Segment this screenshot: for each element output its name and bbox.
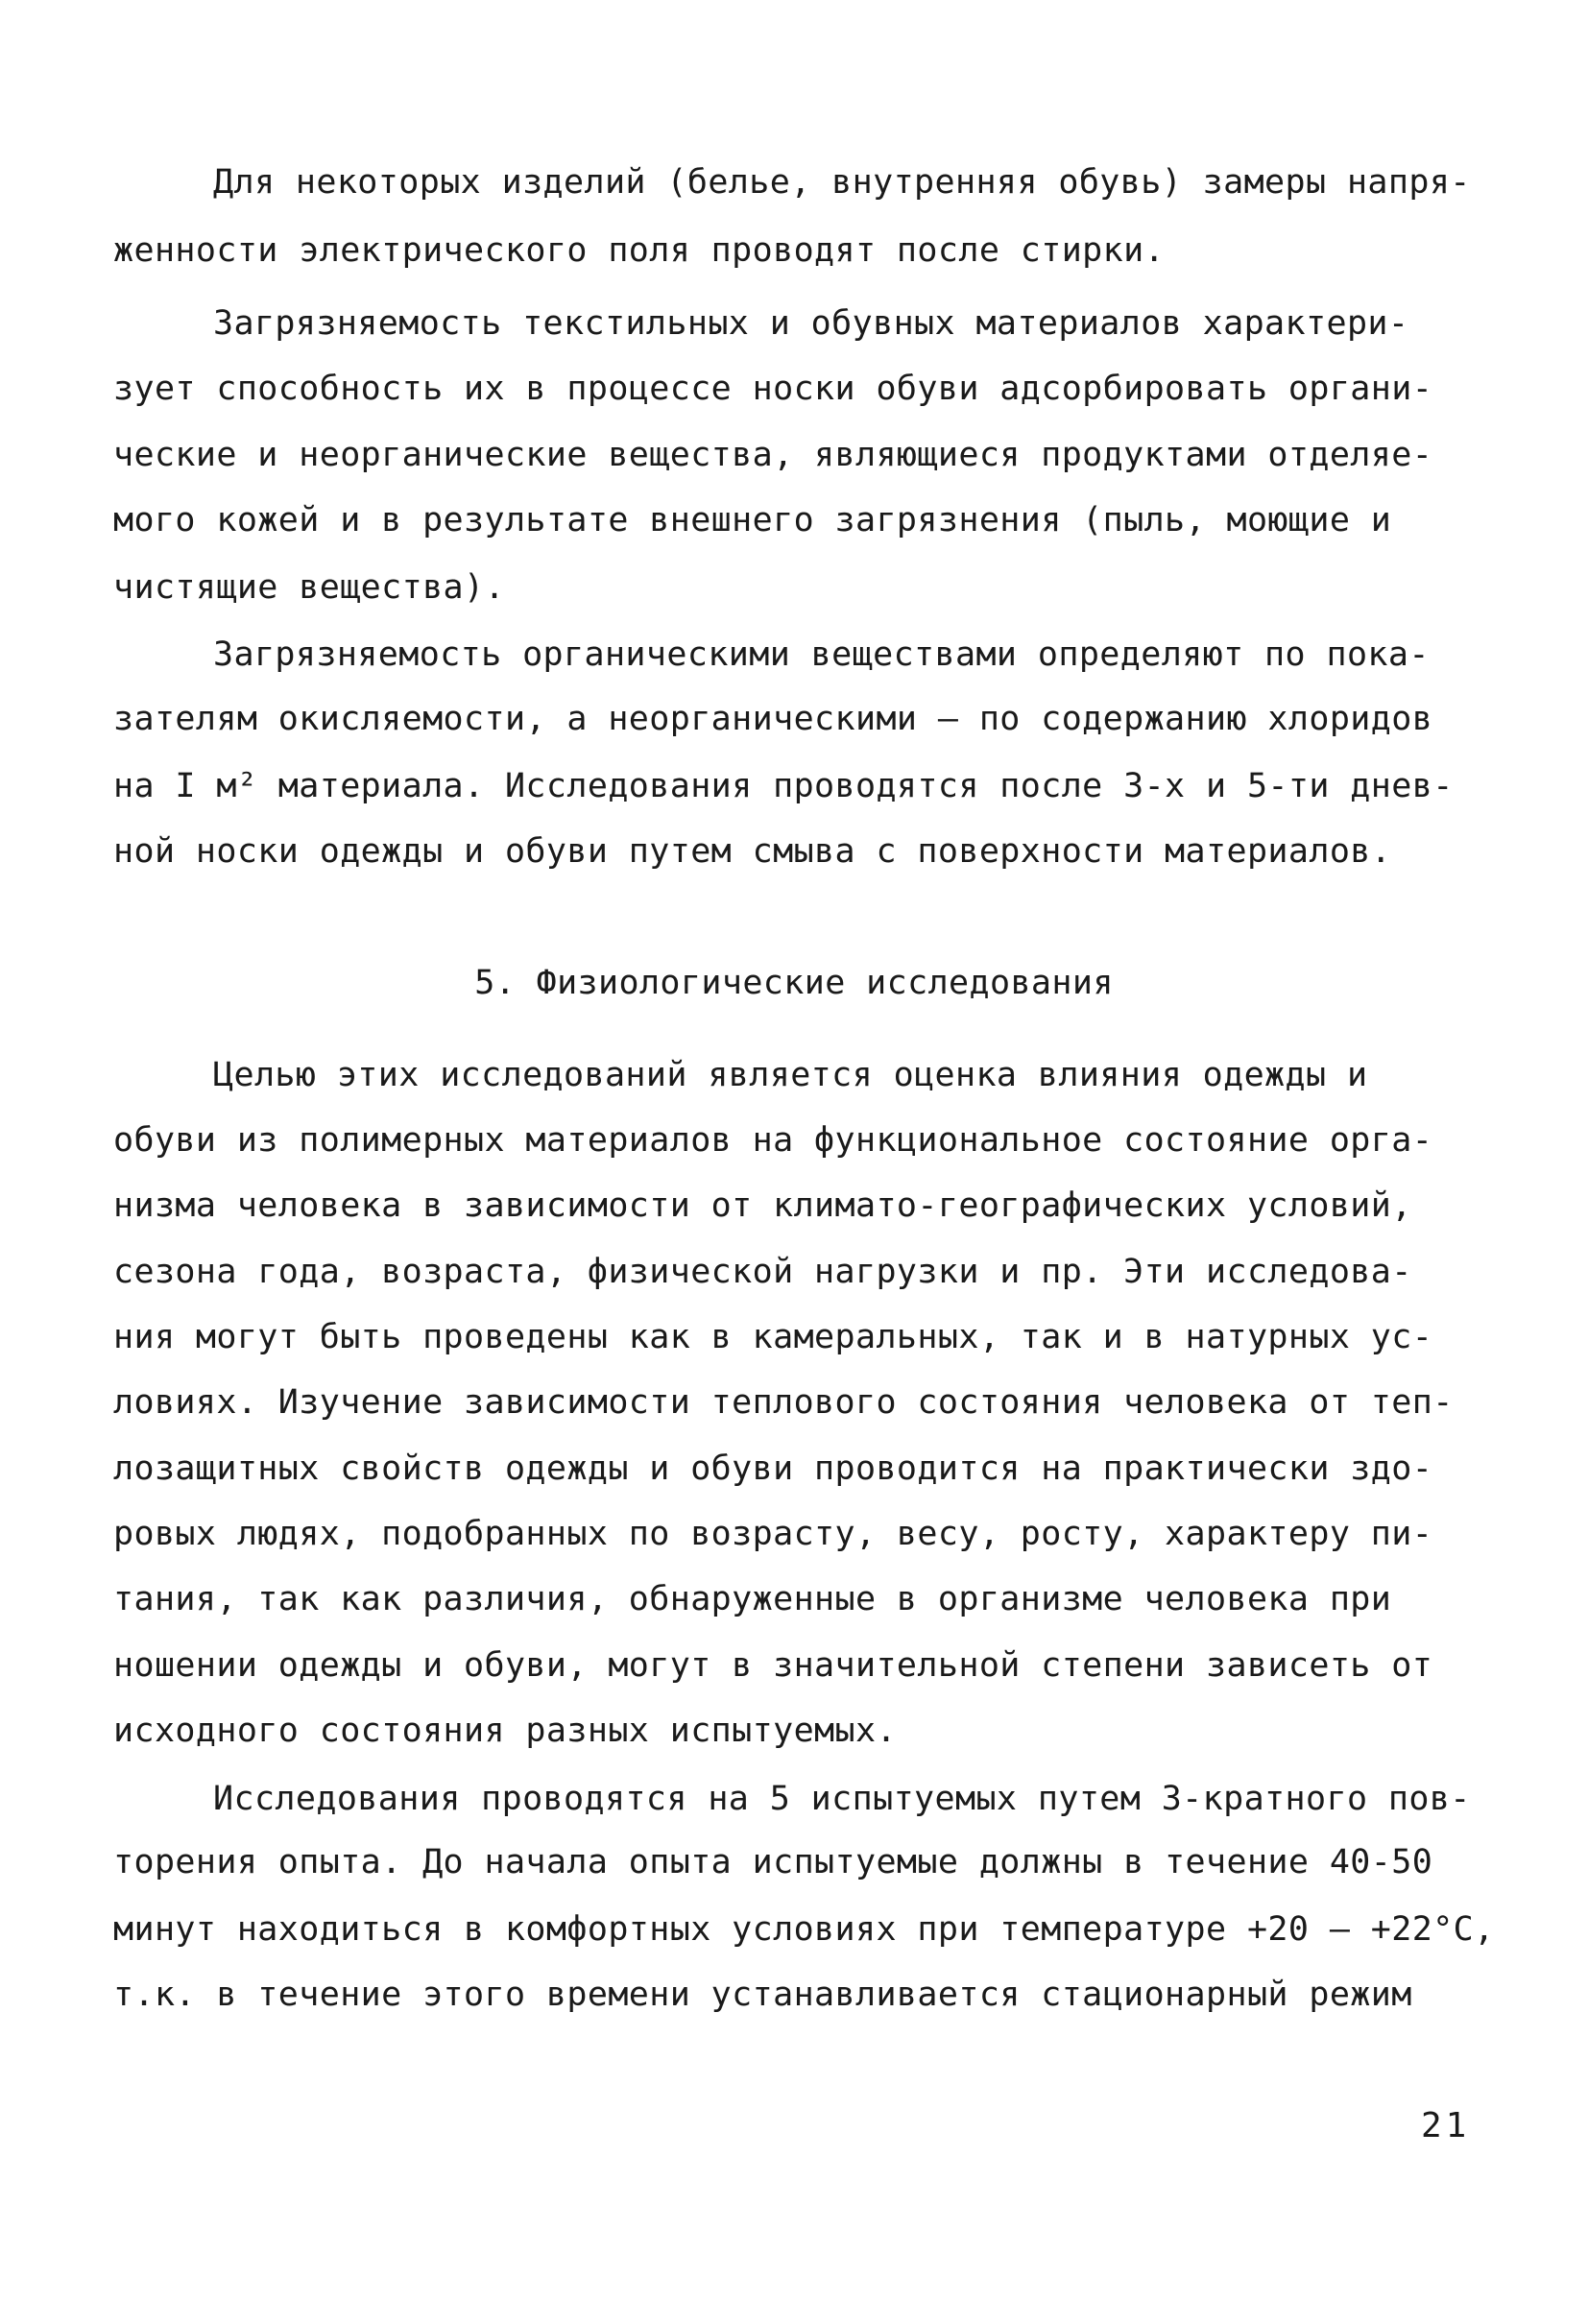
paragraph-4-line-1: Целью этих исследований является оценка влияния одежды и [213, 1056, 1368, 1094]
paragraph-3-line-3: на I м² материала. Исследования проводятся после 3-х и 5-ти днев- [113, 767, 1454, 805]
paragraph-1-line-1: Для некоторых изделий (белье, внутренняя обувь) замеры напря- [213, 163, 1471, 202]
paragraph-3-line-4: ной носки одежды и обуви путем смыва с поверхности материалов. [113, 832, 1392, 871]
paragraph-2-line-4: мого кожей и в результате внешнего загрязнения (пыль, моющие и [113, 501, 1392, 539]
paragraph-4-line-11: исходного состояния разных испытуемых. [113, 1712, 897, 1750]
paragraph-5-line-4: т.к. в течение этого времени устанавливается стационарный режим [113, 1976, 1412, 2014]
paragraph-2-line-3: ческие и неорганические вещества, являющиеся продуктами отделяе- [113, 436, 1433, 474]
paragraph-4-line-3: низма человека в зависимости от климато-географических условий, [113, 1186, 1412, 1225]
section-heading: 5. Физиологические исследования [474, 964, 1114, 1002]
paragraph-4-line-8: ровых людях, подобранных по возрасту, весу, росту, характеру пи- [113, 1515, 1433, 1553]
paragraph-5-line-1: Исследования проводятся на 5 испытуемых путем 3-кратного пов- [213, 1780, 1471, 1818]
page-number: 21 [1421, 2106, 1471, 2145]
paragraph-1-line-2: женности электрического поля проводят после стирки. [113, 231, 1166, 270]
paragraph-4-line-6: ловиях. Изучение зависимости теплового состояния человека от теп- [113, 1383, 1454, 1422]
paragraph-4-line-9: тания, так как различия, обнаруженные в организме человека при [113, 1580, 1392, 1618]
paragraph-3-line-1: Загрязняемость органическими веществами определяют по пока- [213, 635, 1430, 674]
paragraph-2-line-2: зует способность их в процессе носки обуви адсорбировать органи- [113, 370, 1433, 408]
paragraph-4-line-7: лозащитных свойств одежды и обуви проводится на практически здо- [113, 1450, 1433, 1488]
paragraph-5-line-2: торения опыта. До начала опыта испытуемые должны в течение 40-50 [113, 1843, 1433, 1881]
paragraph-4-line-5: ния могут быть проведены как в камеральных, так и в натурных ус- [113, 1318, 1433, 1356]
paragraph-5-line-3: минут находиться в комфортных условиях при температуре +20 – +22°С, [113, 1910, 1495, 1949]
paragraph-3-line-2: зателям окисляемости, а неорганическими – по содержанию хлоридов [113, 700, 1433, 738]
paragraph-2-line-5: чистящие вещества). [113, 568, 505, 607]
paragraph-4-line-2: обуви из полимерных материалов на функциональное состояние орга- [113, 1121, 1433, 1160]
paragraph-2-line-1: Загрязняемость текстильных и обувных материалов характери- [213, 304, 1409, 343]
paragraph-4-line-10: ношении одежды и обуви, могут в значительной степени зависеть от [113, 1646, 1433, 1685]
paragraph-4-line-4: сезона года, возраста, физической нагрузки и пр. Эти исследова- [113, 1253, 1412, 1291]
